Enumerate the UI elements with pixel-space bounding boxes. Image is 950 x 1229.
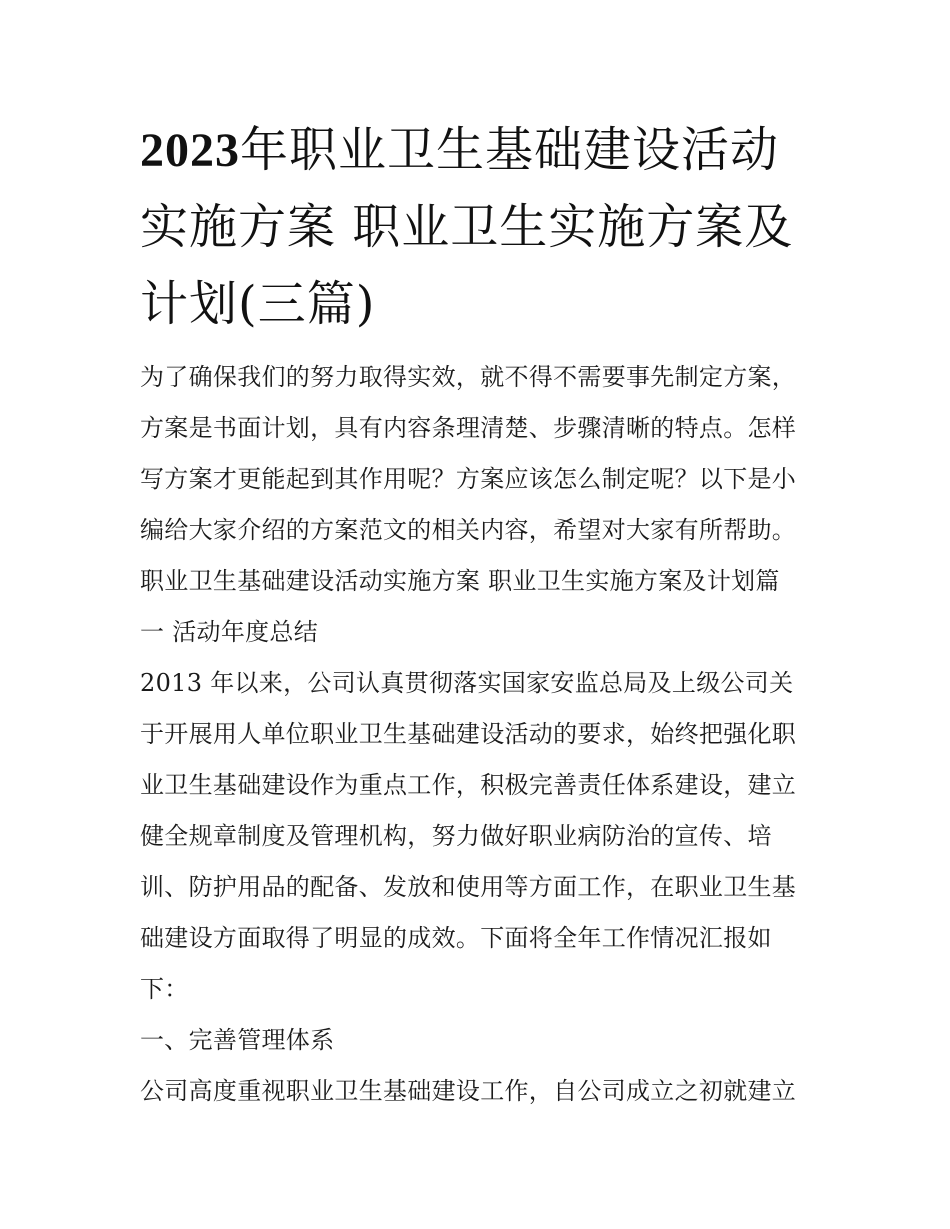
title-line-1-text: 年职业卫生基础建设活动: [240, 122, 780, 178]
section-heading-line: 一 活动年度总结: [140, 618, 319, 646]
body-line: 训、防护用品的配备、发放和使用等方面工作，在职业卫生基: [140, 873, 797, 901]
body-line: 健全规章制度及管理机构，努力做好职业病防治的宣传、培: [140, 822, 772, 850]
title-line-2: 实施方案 职业卫生实施方案及: [140, 199, 794, 255]
subsection-heading: 一、完善管理体系: [140, 1026, 335, 1054]
body-line: 为了确保我们的努力取得实效，就不得不需要事先制定方案，: [140, 363, 797, 391]
title-line-1: [140, 112, 820, 189]
body-line: 写方案才更能起到其作用呢？方案应该怎么制定呢？以下是小: [140, 465, 797, 493]
body-line: 方案是书面计划，具有内容条理清楚、步骤清晰的特点。怎样: [140, 414, 797, 442]
title-year: 2023: [140, 124, 240, 177]
title-line-3: 计划(三篇): [140, 276, 376, 332]
body-line: 编给大家介绍的方案范文的相关内容，希望对大家有所帮助。: [140, 516, 797, 544]
body-line: 公司高度重视职业卫生基础建设工作，自公司成立之初就建立: [140, 1077, 797, 1105]
section-heading-line: 职业卫生基础建设活动实施方案 职业卫生实施方案及计划篇: [140, 567, 780, 595]
document-body: [140, 352, 820, 1117]
body-line: 础建设方面取得了明显的成效。下面将全年工作情况汇报如: [140, 924, 772, 952]
body-line: 2013 年以来，公司认真贯彻落实国家安监总局及上级公司关: [140, 669, 794, 697]
document-title: [140, 112, 820, 343]
body-line: 下：: [140, 975, 189, 1003]
body-line: 业卫生基础建设作为重点工作，积极完善责任体系建设，建立: [140, 771, 797, 799]
body-line: 于开展用人单位职业卫生基础建设活动的要求，始终把强化职: [140, 720, 797, 748]
